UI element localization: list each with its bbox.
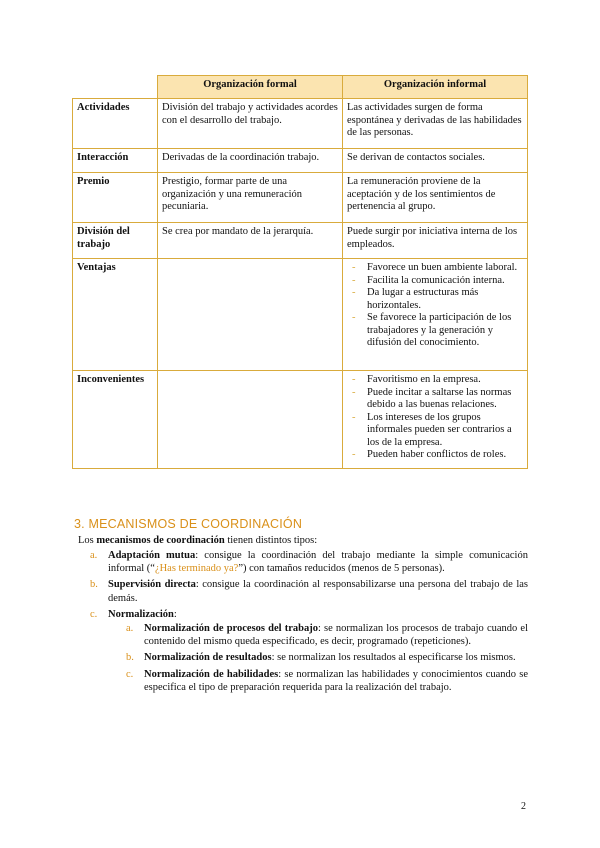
cell-informal: La remuneración proviene de la aceptación y de los sentimientos de pertenencia al grupo. bbox=[343, 173, 528, 223]
list-item: - Da lugar a estructuras más horizontales. bbox=[367, 287, 523, 312]
item-title: Normalización de procesos del trabajo bbox=[144, 623, 318, 635]
table-row bbox=[73, 223, 528, 259]
row-label: División del trabajo bbox=[73, 223, 158, 259]
cell-informal: Se derivan de contactos sociales. bbox=[343, 149, 528, 173]
item-text: : se normalizan las habilidades y conocimientos cuando se especifica el tipo de preparación requerida para la realización del trabajo. bbox=[144, 668, 528, 693]
item-text: ”) con tamaños reducidos (menos de 5 personas). bbox=[238, 563, 445, 575]
cell-informal bbox=[343, 259, 528, 371]
item-text: : consigue la coordinación del trabajo mediante la simple comunicación informal (“ bbox=[108, 550, 528, 575]
cell-formal: División del trabajo y actividades acordes con el desarrollo del trabajo. bbox=[158, 99, 343, 149]
item-text: : se normalizan los resultados al especificarse los mismos. bbox=[271, 652, 516, 664]
list-item-b bbox=[76, 578, 528, 604]
list-item: - Puede incitar a saltarse las normas debido a las buenas relaciones. bbox=[367, 387, 523, 412]
list-marker: c. bbox=[126, 668, 134, 680]
list-item: - Se favorece la participación de los trabajadores y la generación y difusión del conocimiento. bbox=[367, 312, 523, 350]
table-header-empty bbox=[73, 76, 158, 99]
item-title: Normalización de resultados bbox=[144, 652, 272, 664]
item-title: Normalización de habilidades bbox=[144, 668, 279, 680]
item-text: : bbox=[173, 608, 177, 620]
intro-bold: mecanismos de coordinación bbox=[96, 535, 225, 546]
cell-formal-empty bbox=[158, 259, 343, 371]
cell-informal: Puede surgir por iniciativa interna de los empleados. bbox=[343, 223, 528, 259]
sublist-item-b bbox=[76, 651, 528, 664]
cell-informal: Las actividades surgen de forma espontánea y derivadas de las habilidades de las personas. bbox=[343, 99, 528, 149]
item-title: Adaptación mutua bbox=[108, 550, 196, 561]
item-text: : consigue la coordinación al responsabilizarse una persona del trabajo de las demás. bbox=[108, 579, 528, 604]
section-heading: 3. MECANISMOS DE COORDINACIÓN bbox=[74, 517, 303, 531]
mechanisms-list bbox=[76, 549, 528, 694]
table-row-ventajas bbox=[73, 259, 528, 371]
table-row bbox=[73, 99, 528, 149]
item-title: Normalización bbox=[108, 608, 174, 620]
list-marker: b. bbox=[90, 579, 98, 591]
list-marker: b. bbox=[126, 652, 134, 664]
sublist-item-a bbox=[76, 622, 528, 648]
cell-formal: Derivadas de la coordinación trabajo. bbox=[158, 149, 343, 173]
list-item: - Favoritismo en la empresa. bbox=[367, 374, 523, 387]
row-label: Ventajas bbox=[73, 259, 158, 371]
row-label: Premio bbox=[73, 173, 158, 223]
table-row-inconvenientes bbox=[73, 371, 528, 469]
table-header-row bbox=[73, 76, 528, 99]
cell-formal-empty bbox=[158, 371, 343, 469]
cell-informal bbox=[343, 371, 528, 469]
page-number: 2 bbox=[521, 801, 526, 812]
list-item: - Pueden haber conflictos de roles. bbox=[367, 449, 523, 462]
list-item-c bbox=[76, 608, 528, 621]
list-marker: a. bbox=[126, 623, 134, 635]
table-header-informal: Organización informal bbox=[343, 76, 528, 99]
inconvenientes-list bbox=[347, 374, 523, 462]
intro-post: tienen distintos tipos: bbox=[224, 535, 318, 546]
ventajas-list bbox=[347, 262, 523, 350]
table-header-formal: Organización formal bbox=[158, 76, 343, 99]
list-marker: a. bbox=[90, 550, 98, 561]
row-label: Interacción bbox=[73, 149, 158, 173]
section-intro bbox=[78, 535, 317, 546]
list-marker: c. bbox=[90, 608, 98, 620]
list-item: - Favorece un buen ambiente laboral. bbox=[367, 262, 523, 275]
cell-formal: Prestigio, formar parte de una organización y una remuneración pecuniaria. bbox=[158, 173, 343, 223]
row-label: Actividades bbox=[73, 99, 158, 149]
list-item-a bbox=[76, 549, 528, 575]
item-quote: ¿Has terminado ya? bbox=[154, 563, 239, 575]
list-item: - Facilita la comunicación interna. bbox=[367, 275, 523, 288]
cell-formal: Se crea por mandato de la jerarquía. bbox=[158, 223, 343, 259]
list-item: - Los intereses de los grupos informales pueden ser contrarios a los de la empresa. bbox=[367, 412, 523, 450]
table-row bbox=[73, 149, 528, 173]
sublist-item-c bbox=[76, 668, 528, 694]
table-row bbox=[73, 173, 528, 223]
row-label: Inconvenientes bbox=[73, 371, 158, 469]
item-title: Supervisión directa bbox=[108, 579, 196, 591]
item-text: : se normalizan los procesos de trabajo cuando el contenido del mismo queda especificado, es decir, programado (repeticiones). bbox=[144, 623, 528, 648]
intro-pre: Los bbox=[78, 535, 97, 546]
comparison-table bbox=[72, 75, 528, 469]
